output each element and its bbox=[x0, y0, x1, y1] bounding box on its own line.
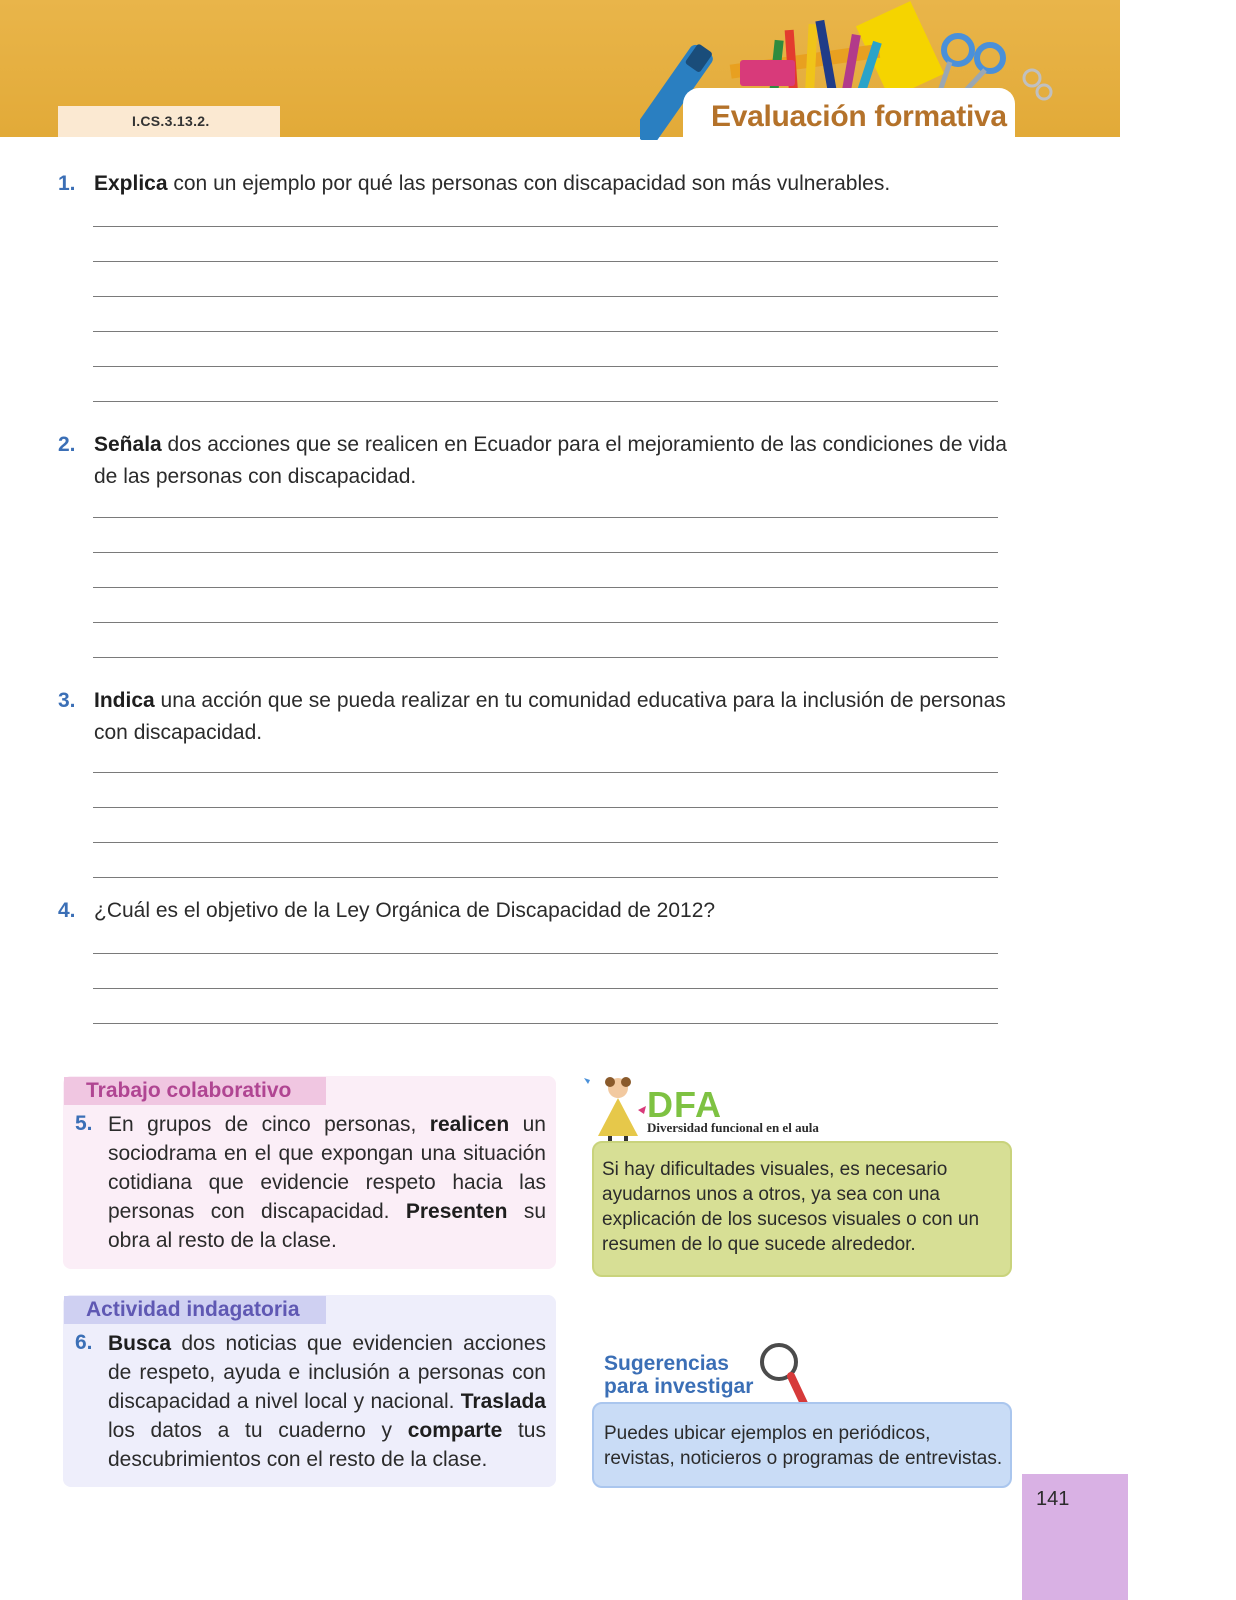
right-margin bbox=[1120, 0, 1236, 1600]
answer-line[interactable] bbox=[93, 401, 998, 402]
answer-line[interactable] bbox=[93, 552, 998, 553]
page-title: Evaluación formativa bbox=[711, 100, 1007, 133]
answer-line[interactable] bbox=[93, 1023, 998, 1024]
curriculum-code-tag: I.CS.3.13.2. bbox=[58, 106, 280, 137]
actividad-indagatoria-heading: Actividad indagatoria bbox=[64, 1296, 326, 1324]
question-verb: Explica bbox=[94, 172, 168, 195]
question-text bbox=[94, 895, 1014, 927]
answer-line[interactable] bbox=[93, 366, 998, 367]
text-run: un sociodrama en el que expongan una situación cotidiana que evidencie respeto hacia las personas con discapacidad. bbox=[108, 1113, 546, 1223]
answer-line[interactable] bbox=[93, 226, 998, 227]
question-body: dos acciones que se realicen en Ecuador para el mejoramiento de las condiciones de vida de las personas con discapacidad. bbox=[94, 433, 1007, 488]
trabajo-colaborativo-heading: Trabajo colaborativo bbox=[64, 1077, 326, 1105]
answer-line[interactable] bbox=[93, 877, 998, 878]
page-title-tab bbox=[683, 88, 1015, 144]
sugerencias-title bbox=[604, 1352, 753, 1398]
question-text bbox=[94, 429, 1014, 493]
question-text bbox=[94, 685, 1014, 749]
activity-number: 6. bbox=[75, 1331, 93, 1354]
activity-text bbox=[108, 1110, 546, 1255]
answer-line[interactable] bbox=[93, 296, 998, 297]
activity-text bbox=[108, 1329, 546, 1474]
text-run: su obra al resto de la clase. bbox=[108, 1200, 547, 1252]
question-number: 2. bbox=[58, 433, 76, 456]
bold-verb: Presenten bbox=[405, 1200, 508, 1223]
activity-number: 5. bbox=[75, 1112, 93, 1135]
answer-line[interactable] bbox=[93, 842, 998, 843]
text-run: En grupos de cinco personas, bbox=[108, 1113, 430, 1136]
girl-illustration-icon bbox=[580, 1074, 646, 1146]
sugerencias-title-line2: para investigar bbox=[604, 1375, 754, 1398]
actividad-indagatoria-box bbox=[63, 1295, 556, 1487]
answer-line[interactable] bbox=[93, 988, 998, 989]
question-number: 1. bbox=[58, 172, 76, 195]
question-verb: Señala bbox=[94, 433, 162, 456]
dfa-text: Si hay dificultades visuales, es necesario ayudarnos unos a otros, ya sea con una explicación de los sucesos visuales o con un resumen de lo que sucede alrededor. bbox=[602, 1159, 980, 1255]
page-number-tab bbox=[1022, 1474, 1128, 1600]
answer-line[interactable] bbox=[93, 261, 998, 262]
dfa-box bbox=[592, 1141, 1012, 1277]
text-run: los datos a tu cuaderno y bbox=[108, 1419, 408, 1442]
question-text bbox=[94, 168, 1014, 200]
bold-verb: comparte bbox=[407, 1419, 503, 1442]
text-run: tus descubrimientos con el resto de la clase. bbox=[108, 1419, 546, 1471]
page-number: 141 bbox=[1036, 1488, 1070, 1510]
answer-line[interactable] bbox=[93, 517, 998, 518]
sugerencias-box bbox=[592, 1402, 1012, 1488]
text-run: dos noticias que evidencien acciones de respeto, ayuda e inclusión a personas con discapacidad a nivel local y nacional. bbox=[108, 1332, 546, 1413]
answer-line[interactable] bbox=[93, 331, 998, 332]
answer-line[interactable] bbox=[93, 807, 998, 808]
bold-verb: Busca bbox=[108, 1332, 172, 1355]
sugerencias-text: Puedes ubicar ejemplos en periódicos, revistas, noticieros o programas de entrevistas. bbox=[604, 1423, 1003, 1469]
sugerencias-title-line1: Sugerencias bbox=[604, 1352, 729, 1375]
dfa-subtitle: Diversidad funcional en el aula bbox=[647, 1120, 819, 1135]
question-body: ¿Cuál es el objetivo de la Ley Orgánica de Discapacidad de 2012? bbox=[94, 899, 716, 922]
answer-line[interactable] bbox=[93, 622, 998, 623]
answer-line[interactable] bbox=[93, 657, 998, 658]
answer-line[interactable] bbox=[93, 772, 998, 773]
bold-verb: realicen bbox=[429, 1113, 510, 1136]
trabajo-colaborativo-box bbox=[63, 1076, 556, 1269]
answer-line[interactable] bbox=[93, 953, 998, 954]
bold-verb: Traslada bbox=[460, 1390, 546, 1413]
question-body: una acción que se pueda realizar en tu comunidad educativa para la inclusión de personas con discapacidad. bbox=[94, 689, 1006, 744]
dfa-title: DFA bbox=[647, 1084, 722, 1125]
question-verb: Indica bbox=[94, 689, 155, 712]
question-number: 3. bbox=[58, 689, 76, 712]
question-body: con un ejemplo por qué las personas con discapacidad son más vulnerables. bbox=[167, 172, 891, 195]
answer-line[interactable] bbox=[93, 587, 998, 588]
question-number: 4. bbox=[58, 899, 76, 922]
